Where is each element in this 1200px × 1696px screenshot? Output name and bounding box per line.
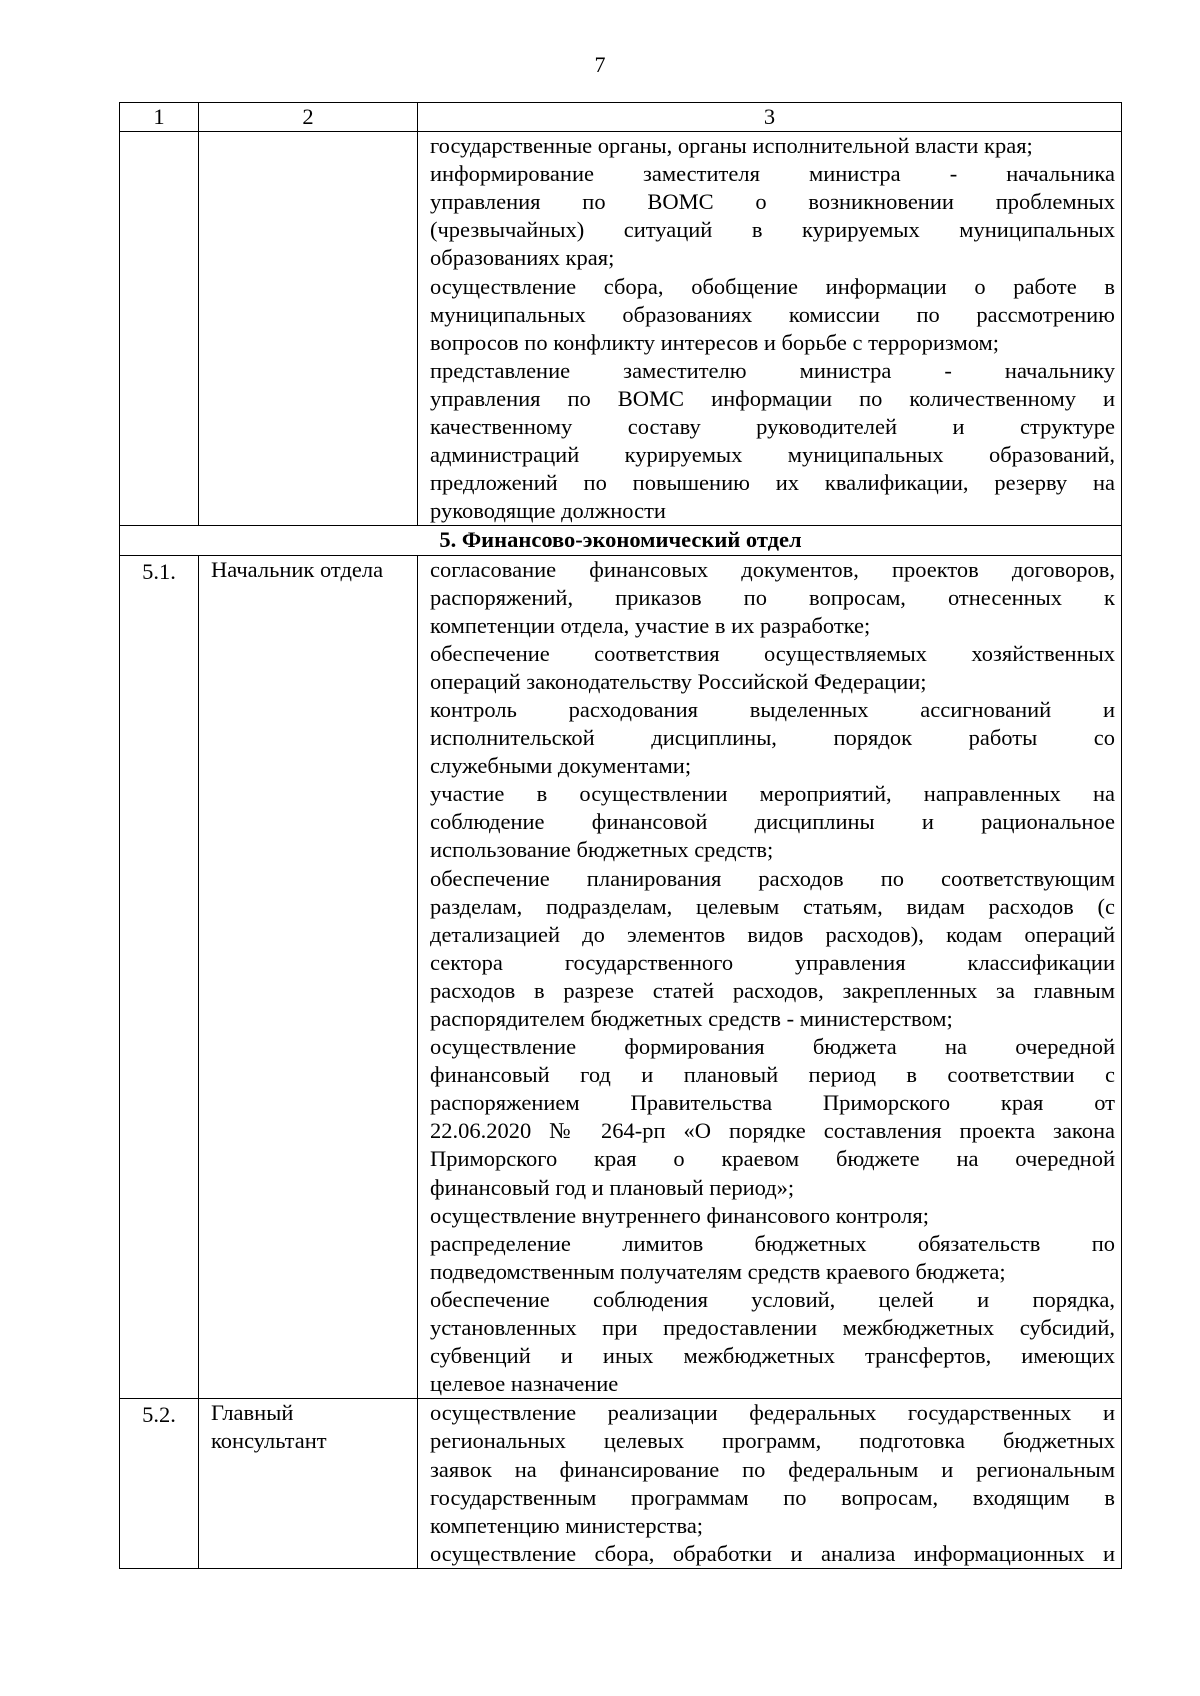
duties-table: [119, 102, 1122, 1569]
duty-line: распоряжением Правительства Приморского края от: [430, 1090, 1115, 1116]
duty-line: управления по ВОМС информации по количественному и: [430, 385, 1115, 411]
position-line: консультант: [211, 1428, 327, 1454]
duty-line: согласование финансовых документов, проектов договоров,: [430, 556, 1115, 582]
duty-line: распоряжений, приказов по вопросам, отнесенных к: [430, 584, 1115, 610]
duty-line: качественному составу руководителей и структуре: [430, 414, 1115, 440]
duty-line: финансовый год и плановый период»;: [430, 1174, 795, 1200]
duty-line: обеспечение планирования расходов по соответствующим: [430, 865, 1115, 891]
duty-line: образованиях края;: [430, 245, 615, 271]
duty-line: детализацией до элементов видов расходов), кодам операций: [430, 921, 1115, 947]
duty-line: управления по ВОМС о возникновении проблемных: [430, 189, 1115, 215]
duty-line: соблюдение финансовой дисциплины и рациональное: [430, 809, 1115, 835]
duty-line: вопросов по конфликту интересов и борьбе с терроризмом;: [430, 329, 1000, 355]
duty-line: региональных целевых программ, подготовка бюджетных: [430, 1428, 1115, 1454]
duty-line: 22.06.2020 № 264-рп «О порядке составления проекта закона: [430, 1118, 1115, 1144]
row-position-cell: [199, 132, 418, 526]
duty-line: Приморского края о краевом бюджете на очередной: [430, 1146, 1115, 1172]
column-header-2: 2: [199, 103, 418, 132]
duty-line: осуществление сбора, обработки и анализа информационных и: [430, 1540, 1115, 1566]
duty-line: субвенций и иных межбюджетных трансфертов, имеющих: [430, 1343, 1115, 1369]
duty-line: распорядителем бюджетных средств - министерством;: [430, 1006, 953, 1031]
row-position: [199, 1399, 418, 1569]
duty-line: администраций курируемых муниципальных образований,: [430, 442, 1115, 468]
duty-line: руководящие должности: [430, 498, 666, 524]
table-row-continuation: [120, 132, 1122, 526]
duty-line: финансовый год и плановый период в соответствии с: [430, 1062, 1115, 1088]
duty-line: (чрезвычайных) ситуаций в курируемых муниципальных: [430, 217, 1115, 243]
duty-line: информирование заместителя министра - начальника: [430, 161, 1115, 187]
duty-line: разделам, подразделам, целевым статьям, видам расходов (с: [430, 893, 1115, 919]
duty-line: сектора государственного управления классификации: [430, 949, 1115, 975]
duty-line: осуществление формирования бюджета на очередной: [430, 1034, 1115, 1060]
duty-line: участие в осуществлении мероприятий, направленных на: [430, 781, 1115, 807]
duty-line: операций законодательству Российской Федерации;: [430, 668, 927, 694]
duty-line: компетенцию министерства;: [430, 1512, 704, 1538]
row-duties-cell: [418, 1399, 1122, 1569]
duty-line: заявок на финансирование по федеральным и региональным: [430, 1456, 1115, 1482]
duty-line: использование бюджетных средств;: [430, 837, 774, 863]
row-duties-cell: [418, 555, 1122, 1399]
row-position: [199, 555, 418, 1399]
duty-line: представление заместителю министра - начальнику: [430, 357, 1115, 383]
duty-line: расходов в разрезе статей расходов, закрепленных за главным: [430, 977, 1115, 1003]
row-number: 5.1.: [120, 555, 199, 1399]
column-header-3: 3: [418, 103, 1122, 132]
row-number-cell: [120, 132, 199, 526]
duty-line: предложений по повышению их квалификации, резерву на: [430, 470, 1115, 496]
section-title: 5. Финансово-экономический отдел: [120, 526, 1122, 555]
duty-line: целевое назначение: [430, 1371, 619, 1397]
duty-line: служебными документами;: [430, 753, 692, 779]
position-line: Начальник отдела: [211, 556, 384, 582]
duty-line: исполнительской дисциплины, порядок работы со: [430, 725, 1115, 751]
section-heading-row: [120, 526, 1122, 555]
duty-line: подведомственным получателям средств краевого бюджета;: [430, 1258, 1006, 1284]
duty-line: контроль расходования выделенных ассигнований и: [430, 696, 1115, 722]
duty-line: обеспечение соблюдения условий, целей и порядка,: [430, 1286, 1115, 1312]
table-row: [120, 1399, 1122, 1569]
duty-line: осуществление внутреннего финансового контроля;: [430, 1202, 929, 1228]
duty-line: осуществление сбора, обобщение информации о работе в: [430, 273, 1115, 299]
page-number: 7: [594, 52, 606, 77]
duty-line: осуществление реализации федеральных государственных и: [430, 1400, 1115, 1426]
column-header-1: 1: [120, 103, 199, 132]
row-number: 5.2.: [120, 1399, 199, 1569]
row-duties-cell: [418, 132, 1122, 526]
duty-line: государственные органы, органы исполнительной власти края;: [430, 133, 1033, 159]
position-line: Главный: [211, 1400, 294, 1426]
duty-line: распределение лимитов бюджетных обязательств по: [430, 1230, 1115, 1256]
duty-line: компетенции отдела, участие в их разработке;: [430, 612, 871, 638]
table-header-row: [120, 103, 1122, 132]
duty-line: муниципальных образованиях комиссии по рассмотрению: [430, 301, 1115, 327]
duty-line: установленных при предоставлении межбюджетных субсидий,: [430, 1315, 1115, 1341]
table-row: [120, 555, 1122, 1399]
duty-line: государственным программам по вопросам, входящим в: [430, 1484, 1115, 1510]
duty-line: обеспечение соответствия осуществляемых хозяйственных: [430, 640, 1115, 666]
